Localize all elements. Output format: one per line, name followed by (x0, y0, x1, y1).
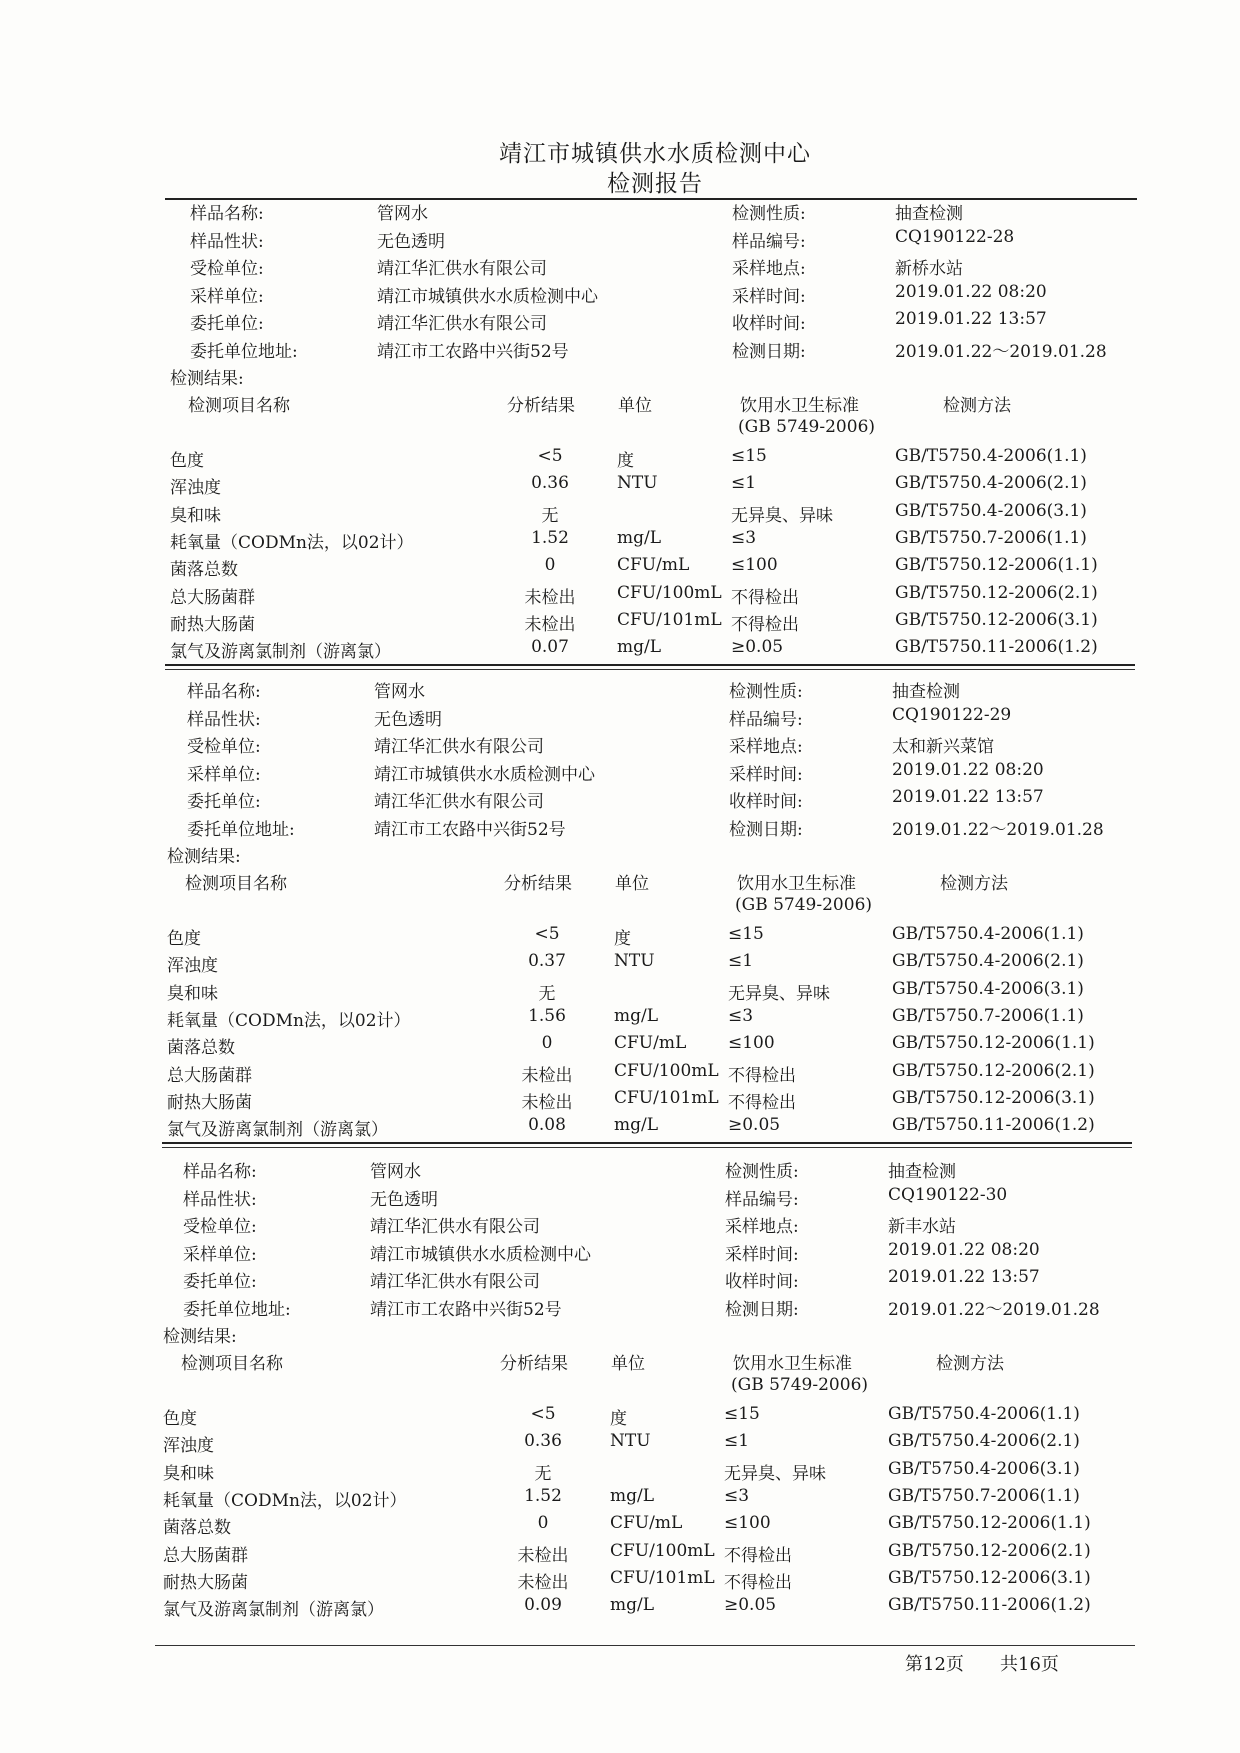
row-result: 无 (534, 1463, 552, 1484)
row-standard: ≥0.05 (731, 637, 784, 658)
col-header-result: 分析结果 (504, 874, 572, 894)
value-sampling-unit: 靖江市城镇供水水质检测中心 (377, 286, 598, 307)
row-standard: ≤15 (731, 446, 767, 466)
col-header-unit: 单位 (611, 1354, 645, 1374)
row-item: 浑浊度 (167, 956, 218, 977)
row-unit: mg/L (610, 1485, 655, 1506)
label-client-address: 委托单位地址: (190, 341, 298, 362)
value-sample-name: 管网水 (374, 682, 425, 702)
label-test-date: 检测日期: (729, 819, 803, 840)
label-sample-name: 样品名称: (190, 204, 264, 224)
row-result: 0.09 (524, 1595, 562, 1616)
row-result: <5 (537, 446, 563, 466)
row-unit: NTU (617, 473, 658, 494)
label-sampling-site: 采样地点: (732, 259, 806, 279)
results-label: 检测结果: (167, 847, 241, 867)
row-unit: mg/L (610, 1595, 655, 1616)
value-test-date: 2019.01.22～2019.01.28 (895, 341, 1107, 362)
row-result: 0 (544, 555, 556, 576)
row-unit: mg/L (617, 637, 662, 658)
row-method: GB/T5750.7-2006(1.1) (888, 1485, 1080, 1506)
row-standard: 不得检出 (731, 614, 799, 635)
row-method: GB/T5750.4-2006(3.1) (892, 978, 1084, 999)
col-header-unit: 单位 (618, 396, 652, 416)
row-item: 臭和味 (167, 983, 218, 1004)
row-unit: CFU/101mL (617, 609, 722, 630)
value-client-address: 靖江市工农路中兴街52号 (374, 819, 566, 840)
row-item: 色度 (170, 451, 204, 471)
label-sample-name: 样品名称: (183, 1162, 257, 1182)
row-standard: 无异臭、异味 (728, 983, 830, 1004)
col-header-standard-ref: (GB 5749-2006) (738, 417, 876, 437)
row-item: 耐热大肠菌 (167, 1092, 252, 1113)
row-method: GB/T5750.7-2006(1.1) (895, 527, 1087, 548)
label-test-date: 检测日期: (732, 341, 806, 362)
row-standard: 不得检出 (724, 1572, 792, 1593)
row-item: 耐热大肠菌 (163, 1572, 248, 1593)
row-method: GB/T5750.4-2006(1.1) (888, 1404, 1080, 1424)
value-test-nature: 抽查检测 (888, 1162, 956, 1182)
row-method: GB/T5750.4-2006(2.1) (892, 951, 1084, 972)
row-result: 0 (541, 1033, 553, 1054)
row-method: GB/T5750.4-2006(2.1) (888, 1431, 1080, 1452)
col-header-method: 检测方法 (936, 1354, 1004, 1374)
label-sampling-time: 采样时间: (729, 764, 803, 785)
label-sample-form: 样品性状: (190, 231, 264, 252)
footer-rule (155, 1645, 1135, 1646)
row-unit: CFU/100mL (614, 1060, 719, 1081)
row-method: GB/T5750.12-2006(2.1) (892, 1060, 1095, 1081)
value-sample-name: 管网水 (370, 1162, 421, 1182)
row-item: 臭和味 (170, 505, 221, 526)
row-result: 未检出 (517, 1545, 569, 1566)
value-sampling-unit: 靖江市城镇供水水质检测中心 (370, 1244, 591, 1265)
value-sample-no: CQ190122-28 (895, 226, 1015, 247)
value-test-nature: 抽查检测 (895, 204, 963, 224)
row-unit: 度 (610, 1409, 627, 1429)
row-method: GB/T5750.4-2006(3.1) (895, 500, 1087, 521)
row-result: 未检出 (521, 1065, 573, 1086)
row-result: 1.52 (524, 1485, 562, 1506)
col-header-item: 检测项目名称 (185, 874, 287, 894)
value-sample-form: 无色透明 (377, 231, 445, 252)
row-result: 未检出 (521, 1092, 573, 1113)
results-label: 检测结果: (170, 369, 244, 389)
row-item: 色度 (163, 1409, 197, 1429)
row-standard: ≤3 (731, 527, 757, 548)
value-client-address: 靖江市工农路中兴街52号 (370, 1299, 562, 1320)
row-item: 耐热大肠菌 (170, 614, 255, 635)
row-unit: mg/L (617, 527, 662, 548)
row-result: <5 (530, 1404, 556, 1424)
row-item: 耗氧量（CODMn法，以02计） (167, 1010, 411, 1031)
row-standard: ≤1 (731, 473, 757, 494)
value-inspected-unit: 靖江华汇供水有限公司 (374, 737, 544, 757)
col-header-unit: 单位 (615, 874, 649, 894)
label-sample-no: 样品编号: (732, 231, 806, 252)
row-method: GB/T5750.4-2006(3.1) (888, 1458, 1080, 1479)
row-item: 总大肠菌群 (170, 587, 255, 608)
row-result: 0.37 (528, 951, 566, 972)
row-unit: CFU/100mL (610, 1540, 715, 1561)
row-unit: 度 (614, 929, 631, 949)
value-receive-time: 2019.01.22 13:57 (888, 1267, 1040, 1287)
row-item: 浑浊度 (163, 1436, 214, 1457)
row-standard: ≤1 (728, 951, 754, 972)
label-sampling-unit: 采样单位: (187, 764, 261, 785)
value-sample-no: CQ190122-29 (892, 704, 1012, 725)
section-divider (165, 664, 1135, 666)
row-item: 菌落总数 (170, 560, 238, 581)
value-client-unit: 靖江华汇供水有限公司 (374, 792, 544, 812)
page-number: 第12页 (905, 1654, 964, 1675)
page-total: 共16页 (1000, 1654, 1059, 1675)
row-standard: 不得检出 (728, 1065, 796, 1086)
row-item: 耗氧量（CODMn法，以02计） (163, 1490, 407, 1511)
row-method: GB/T5750.12-2006(3.1) (892, 1087, 1095, 1108)
col-header-result: 分析结果 (500, 1354, 568, 1374)
row-method: GB/T5750.12-2006(1.1) (888, 1513, 1091, 1534)
row-standard: ≤1 (724, 1431, 750, 1452)
col-header-standard-ref: (GB 5749-2006) (735, 895, 873, 915)
value-inspected-unit: 靖江华汇供水有限公司 (370, 1217, 540, 1237)
row-result: 未检出 (524, 614, 576, 635)
value-sampling-time: 2019.01.22 08:20 (895, 281, 1047, 302)
row-item: 臭和味 (163, 1463, 214, 1484)
row-result: 0.08 (528, 1115, 566, 1136)
value-client-address: 靖江市工农路中兴街52号 (377, 341, 569, 362)
row-standard: 无异臭、异味 (731, 505, 833, 526)
col-header-standard-ref: (GB 5749-2006) (731, 1375, 869, 1395)
row-item: 浑浊度 (170, 478, 221, 499)
row-item: 氯气及游离氯制剂（游离氯） (163, 1600, 384, 1621)
section-divider-inner (165, 669, 1135, 670)
label-inspected-unit: 受检单位: (187, 737, 261, 757)
row-standard: ≤100 (731, 555, 778, 576)
value-sampling-site: 太和新兴菜馆 (892, 737, 994, 757)
row-result: 无 (538, 983, 556, 1004)
row-method: GB/T5750.12-2006(2.1) (888, 1540, 1091, 1561)
col-header-result: 分析结果 (507, 396, 575, 416)
section-divider-inner (162, 1147, 1132, 1148)
label-test-nature: 检测性质: (725, 1162, 799, 1182)
row-item: 氯气及游离氯制剂（游离氯） (167, 1120, 388, 1141)
row-item: 氯气及游离氯制剂（游离氯） (170, 642, 391, 663)
value-sample-form: 无色透明 (374, 709, 442, 730)
col-header-item: 检测项目名称 (188, 396, 290, 416)
row-result: 0.36 (524, 1431, 562, 1452)
row-standard: ≥0.05 (728, 1115, 781, 1136)
label-client-unit: 委托单位: (190, 314, 264, 334)
value-sampling-unit: 靖江市城镇供水水质检测中心 (374, 764, 595, 785)
row-standard: 不得检出 (724, 1545, 792, 1566)
label-test-date: 检测日期: (725, 1299, 799, 1320)
row-standard: ≤100 (724, 1513, 771, 1534)
label-inspected-unit: 受检单位: (183, 1217, 257, 1237)
report-subtitle: 检测报告 (607, 171, 703, 197)
label-test-nature: 检测性质: (732, 204, 806, 224)
row-unit: CFU/mL (617, 555, 690, 576)
row-method: GB/T5750.4-2006(1.1) (892, 924, 1084, 944)
label-client-unit: 委托单位: (187, 792, 261, 812)
col-header-item: 检测项目名称 (181, 1354, 283, 1374)
row-method: GB/T5750.12-2006(3.1) (895, 609, 1098, 630)
value-receive-time: 2019.01.22 13:57 (895, 309, 1047, 329)
row-result: 未检出 (517, 1572, 569, 1593)
label-receive-time: 收样时间: (732, 314, 806, 334)
label-sampling-unit: 采样单位: (190, 286, 264, 307)
row-method: GB/T5750.11-2006(1.2) (888, 1595, 1091, 1616)
row-unit: 度 (617, 451, 634, 471)
label-sample-no: 样品编号: (725, 1189, 799, 1210)
row-unit: mg/L (614, 1115, 659, 1136)
value-receive-time: 2019.01.22 13:57 (892, 787, 1044, 807)
label-inspected-unit: 受检单位: (190, 259, 264, 279)
row-unit: CFU/mL (614, 1033, 687, 1054)
row-result: 未检出 (524, 587, 576, 608)
row-standard: ≤3 (724, 1485, 750, 1506)
label-sampling-site: 采样地点: (729, 737, 803, 757)
row-method: GB/T5750.11-2006(1.2) (895, 637, 1098, 658)
header-rule (165, 198, 1137, 200)
row-method: GB/T5750.12-2006(2.1) (895, 582, 1098, 603)
row-standard: ≤15 (724, 1404, 760, 1424)
row-method: GB/T5750.7-2006(1.1) (892, 1005, 1084, 1026)
row-item: 总大肠菌群 (163, 1545, 248, 1566)
row-result: 1.52 (531, 527, 569, 548)
col-header-standard: 饮用水卫生标准 (740, 396, 859, 416)
row-unit: CFU/101mL (614, 1087, 719, 1108)
row-result: 0.07 (531, 637, 569, 658)
section-divider (162, 1142, 1132, 1144)
row-unit: NTU (610, 1431, 651, 1452)
row-standard: ≤15 (728, 924, 764, 944)
row-standard: 不得检出 (731, 587, 799, 608)
row-item: 菌落总数 (167, 1038, 235, 1059)
row-method: GB/T5750.11-2006(1.2) (892, 1115, 1095, 1136)
value-sample-name: 管网水 (377, 204, 428, 224)
row-method: GB/T5750.4-2006(2.1) (895, 473, 1087, 494)
value-sampling-site: 新丰水站 (888, 1217, 956, 1237)
label-sample-name: 样品名称: (187, 682, 261, 702)
results-label: 检测结果: (163, 1327, 237, 1347)
row-method: GB/T5750.4-2006(1.1) (895, 446, 1087, 466)
value-sampling-time: 2019.01.22 08:20 (892, 759, 1044, 780)
row-unit: mg/L (614, 1005, 659, 1026)
label-test-nature: 检测性质: (729, 682, 803, 702)
row-item: 色度 (167, 929, 201, 949)
value-test-date: 2019.01.22～2019.01.28 (888, 1299, 1100, 1320)
row-result: 1.56 (528, 1005, 566, 1026)
value-inspected-unit: 靖江华汇供水有限公司 (377, 259, 547, 279)
label-client-address: 委托单位地址: (187, 819, 295, 840)
label-client-address: 委托单位地址: (183, 1299, 291, 1320)
label-sample-form: 样品性状: (187, 709, 261, 730)
row-result: 无 (541, 505, 559, 526)
row-item: 总大肠菌群 (167, 1065, 252, 1086)
value-sampling-site: 新桥水站 (895, 259, 963, 279)
row-method: GB/T5750.12-2006(3.1) (888, 1567, 1091, 1588)
row-item: 耗氧量（CODMn法，以02计） (170, 532, 414, 553)
row-standard: ≥0.05 (724, 1595, 777, 1616)
report-title: 靖江市城镇供水水质检测中心 (499, 141, 811, 167)
value-client-unit: 靖江华汇供水有限公司 (370, 1272, 540, 1292)
row-unit: CFU/100mL (617, 582, 722, 603)
row-result: 0.36 (531, 473, 569, 494)
label-receive-time: 收样时间: (729, 792, 803, 812)
col-header-method: 检测方法 (943, 396, 1011, 416)
label-sample-form: 样品性状: (183, 1189, 257, 1210)
label-receive-time: 收样时间: (725, 1272, 799, 1292)
label-sampling-time: 采样时间: (732, 286, 806, 307)
label-sampling-site: 采样地点: (725, 1217, 799, 1237)
row-method: GB/T5750.12-2006(1.1) (895, 555, 1098, 576)
value-sample-no: CQ190122-30 (888, 1184, 1008, 1205)
col-header-method: 检测方法 (940, 874, 1008, 894)
col-header-standard: 饮用水卫生标准 (737, 874, 856, 894)
row-method: GB/T5750.12-2006(1.1) (892, 1033, 1095, 1054)
value-sample-form: 无色透明 (370, 1189, 438, 1210)
row-unit: CFU/101mL (610, 1567, 715, 1588)
value-sampling-time: 2019.01.22 08:20 (888, 1239, 1040, 1260)
row-item: 菌落总数 (163, 1518, 231, 1539)
row-standard: 无异臭、异味 (724, 1463, 826, 1484)
label-sample-no: 样品编号: (729, 709, 803, 730)
label-sampling-unit: 采样单位: (183, 1244, 257, 1265)
row-unit: NTU (614, 951, 655, 972)
value-client-unit: 靖江华汇供水有限公司 (377, 314, 547, 334)
col-header-standard: 饮用水卫生标准 (733, 1354, 852, 1374)
value-test-date: 2019.01.22～2019.01.28 (892, 819, 1104, 840)
row-standard: 不得检出 (728, 1092, 796, 1113)
row-unit: CFU/mL (610, 1513, 683, 1534)
label-sampling-time: 采样时间: (725, 1244, 799, 1265)
row-standard: ≤100 (728, 1033, 775, 1054)
row-standard: ≤3 (728, 1005, 754, 1026)
row-result: 0 (537, 1513, 549, 1534)
value-test-nature: 抽查检测 (892, 682, 960, 702)
label-client-unit: 委托单位: (183, 1272, 257, 1292)
row-result: <5 (534, 924, 560, 944)
